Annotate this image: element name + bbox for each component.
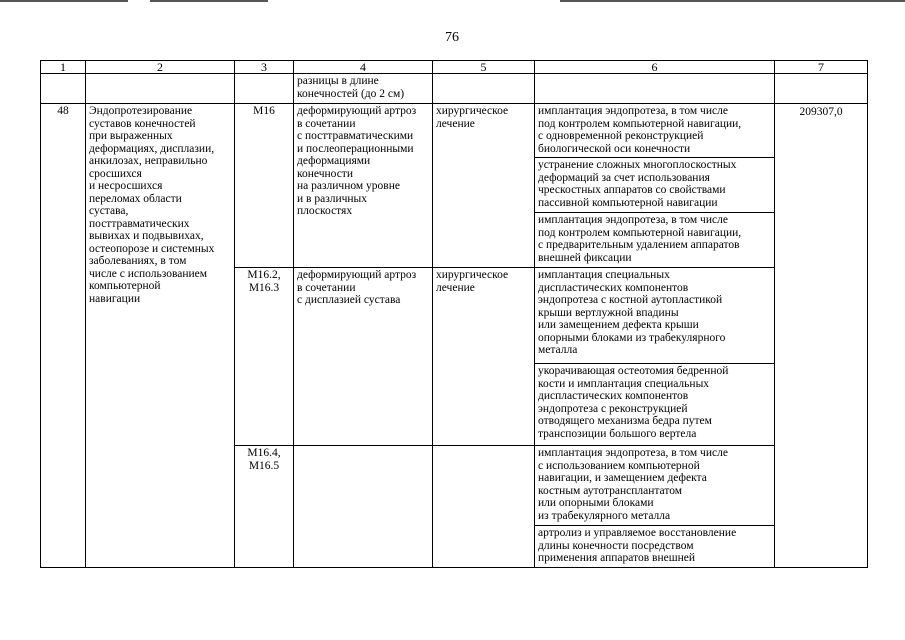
treatment-method: артролиз и управляемое восстановление длины конечности посредством применения аппаратов внешней — [535, 526, 775, 568]
row-number: 48 — [41, 104, 86, 568]
col-header-4: 4 — [294, 61, 433, 74]
cont-cell-2 — [86, 74, 235, 104]
treatment-method: укорачивающая остеотомия бедренной кости и имплантация специальных диспластических компонентов эндопротеза с реконструкцией отводящего механизма бедра путем транспозиции большого вертела — [535, 364, 775, 446]
patient-model-1: деформирующий артроз в сочетании с посттравматическими и послеоперационными деформациями конечности на различном уровне и в различных плоскостях — [294, 104, 433, 268]
cont-cell-1 — [41, 74, 86, 104]
patient-model-3 — [294, 446, 433, 568]
treatment-type-2: хирургическое лечение — [433, 268, 535, 446]
treatment-method: устранение сложных многоплоскостных деформаций за счет использования чрескостных аппаратов со свойствами пассивной компьютерной навигации — [535, 158, 775, 213]
patient-model-2: деформирующий артроз в сочетании с дисплазией сустава — [294, 268, 433, 446]
treatment-type-1: хирургическое лечение — [433, 104, 535, 268]
scan-edge-left — [0, 0, 128, 2]
col-header-5: 5 — [433, 61, 535, 74]
cont-cell-7 — [775, 74, 868, 104]
cont-cell-5 — [433, 74, 535, 104]
icd-codes-3: M16.4, M16.5 — [235, 446, 294, 568]
col-header-6: 6 — [535, 61, 775, 74]
intervention-name: Эндопротезирование суставов конечностей при выраженных деформациях, дисплазии, анкилозах, неправильно сросшихся и несросшихся переломах области сустава, посттравматических вывихах и подвывихах, остеопорозе и системных заболеваниях, в том числе с использованием компьютерной навигации — [86, 104, 235, 568]
header-row — [41, 61, 868, 74]
icd-codes-1: M16 — [235, 104, 294, 268]
scan-edge-right — [560, 0, 905, 2]
icd-codes-2: M16.2, M16.3 — [235, 268, 294, 446]
cont-cell-6 — [535, 74, 775, 104]
col-header-7: 7 — [775, 61, 868, 74]
treatment-method: имплантация специальных диспластических компонентов эндопротеза с костной аутопластикой крыши вертлужной впадины или замещением дефекта крыши опорными блоками из трабекулярного металла — [535, 268, 775, 364]
scan-edge-center — [150, 0, 268, 2]
continuation-row — [41, 74, 868, 104]
col-header-2: 2 — [86, 61, 235, 74]
cont-cell-3 — [235, 74, 294, 104]
page-number: 76 — [445, 30, 459, 45]
row48-method-1 — [41, 104, 868, 158]
treatment-table — [40, 60, 868, 568]
treatment-method: имплантация эндопротеза, в том числе под контролем компьютерной навигации, с одновременной реконструкцией биологической оси конечности — [535, 104, 775, 158]
price: 209307,0 — [775, 104, 868, 568]
col-header-1: 1 — [41, 61, 86, 74]
treatment-type-3 — [433, 446, 535, 568]
col-header-3: 3 — [235, 61, 294, 74]
cont-model-cell: разницы в длине конечностей (до 2 см) — [294, 74, 433, 104]
treatment-method: имплантация эндопротеза, в том числе с использованием компьютерной навигации, и замещением дефекта костным аутотрансплантатом или опорными блоками из трабекулярного металла — [535, 446, 775, 526]
treatment-method: имплантация эндопротеза, в том числе под контролем компьютерной навигации, с предварительным удалением аппаратов внешней фиксации — [535, 213, 775, 268]
